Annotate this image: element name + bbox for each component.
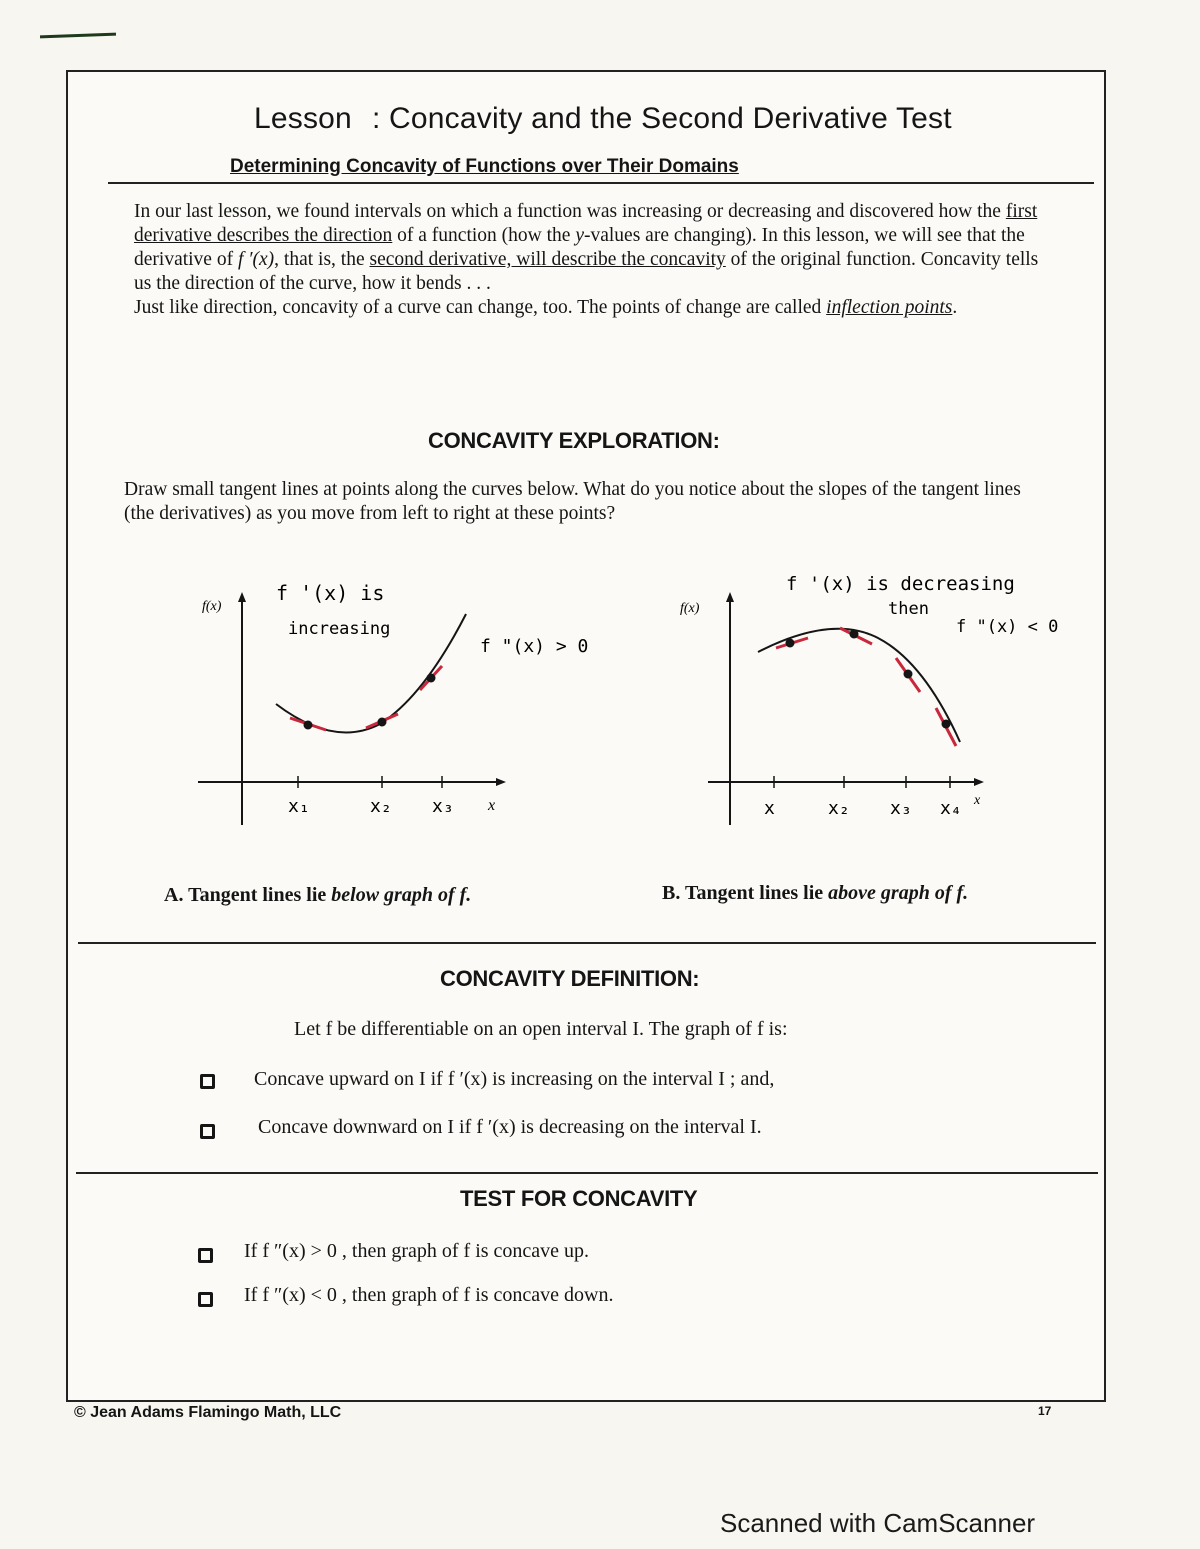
intro-p1-e: of the original function. Concavity tells us the direction of the curve, how it bends . . . [134,249,1039,294]
scanner-watermark: Scanned with CamScanner [720,1508,1036,1538]
definition-concave-up: Concave upward on I if f ′(x) is increasing on the interval I ; and, [254,1068,775,1090]
graph-b-point-4 [942,720,951,729]
graph-a-note-2: increasing [288,619,391,639]
graph-b-tick-label-3: x₃ [890,798,912,819]
graph-b-point-2 [850,630,859,639]
copyright-footer: © Jean Adams Flamingo Math, LLC [74,1404,342,1421]
checkbox-concave-down[interactable] [200,1124,215,1139]
graph-a-note-3: f "(x) > 0 [480,636,589,657]
graph-a-axis-label: f(x) [202,599,222,614]
intro-p2-b: . [952,297,958,318]
intro-p1-underline-2: second derivative, will describe the concavity [369,249,726,270]
intro-p1-fx: f ′(x) [237,249,275,270]
graph-a-tick-label-2: x₂ [370,796,392,817]
graph-b-caption-b: above [828,882,876,904]
definition-divider [76,1172,1098,1174]
intro-p2-a: Just like direction, concavity of a curve can change, too. The points of change are called [134,297,827,318]
graph-b-tick-label-4: x₄ [940,798,962,819]
graph-a-tick-label-1: x₁ [288,796,310,817]
graph-b-caption-f: f. [956,882,969,904]
graph-b-x-label: x [974,793,981,808]
graph-b-caption-c: graph of [875,882,957,904]
graph-a-note-1: f '(x) is [276,581,385,605]
test-concave-up: If f ″(x) > 0 , then graph of f is concave up. [244,1240,590,1262]
test-heading: TEST FOR CONCAVITY [460,1186,698,1211]
definition-concave-down: Concave downward on I if f ′(x) is decreasing on the interval I. [258,1116,762,1138]
intro-p1-b: of a function (how the [392,225,576,246]
graph-a-caption [164,884,471,907]
graph-a-caption-f: f. [459,884,472,906]
graph-b-caption-a: B. Tangent lines lie [662,882,829,904]
intro-p2-inflection-points: inflection points [826,297,953,318]
graph-b-note-1: f '(x) is decreasing [786,573,1015,595]
test-concave-down: If f ″(x) < 0 , then graph of f is concave down. [244,1284,614,1306]
graph-a-x-label: x [488,797,496,814]
intro-paragraph-2 [134,296,1054,320]
title-lesson-word: Lesson [254,102,352,135]
graph-a-tick-label-3: x₃ [432,796,454,817]
graph-b-tick-label-1: x [764,798,775,819]
title-main: : Concavity and the Second Derivative Test [371,102,952,135]
worksheet-page [66,70,1106,1402]
intro-p1-underline-1: first derivative describes the direction [134,201,1038,246]
graph-a-caption-c: graph of [379,884,460,906]
green-marker-stroke [40,33,116,39]
lesson-title [254,102,952,136]
graph-a [198,570,618,840]
graph-b-x-arrow [974,778,984,786]
exploration-prompt: Draw small tangent lines at points along the curves below. What do you notice about the slopes of the tangent lines (the derivatives) as you move from left to right at these points? [124,479,1021,524]
graph-b-point-1 [786,639,795,648]
intro-p1-y: y [575,225,584,246]
graph-b-note-3: f "(x) < 0 [956,617,1059,637]
intro-p1-c: -values are changing). In this lesson, we will see that the derivative of [134,225,1025,270]
graph-b-point-3 [904,670,913,679]
definition-lead: Let f be differentiable on an open interval I. The graph of f is: [294,1018,788,1040]
graph-b [668,560,1098,840]
graph-b-tick-label-2: x₂ [828,798,850,819]
graph-b-y-arrow [726,592,734,602]
graph-a-point-3 [427,674,436,683]
intro-text [134,200,1054,320]
checkbox-test-down[interactable] [198,1292,213,1307]
checkbox-concave-up[interactable] [200,1074,215,1089]
intro-paragraph-1 [134,200,1054,296]
graph-a-x-arrow [496,778,506,786]
checkbox-test-up[interactable] [198,1248,213,1263]
graph-a-y-arrow [238,592,246,602]
exploration-divider [78,942,1096,944]
graph-a-point-1 [304,721,313,730]
graph-a-caption-a: A. Tangent lines lie [164,884,332,906]
graph-b-caption [662,882,968,905]
exploration-heading: CONCAVITY EXPLORATION: [428,428,720,453]
graph-b-note-2: then [888,599,929,619]
intro-p1-a: In our last lesson, we found intervals on which a function was increasing or decreasing and discovered how the [134,201,1006,222]
graph-b-axis-label: f(x) [680,601,700,616]
definition-heading: CONCAVITY DEFINITION: [440,966,700,991]
intro-p1-d: , that is, the [274,249,370,270]
lesson-subtitle: Determining Concavity of Functions over Their Domains [230,156,739,177]
header-divider [108,182,1094,184]
graph-a-caption-b: below [331,884,380,906]
graph-a-point-2 [378,718,387,727]
page-number: 17 [1038,1404,1052,1418]
